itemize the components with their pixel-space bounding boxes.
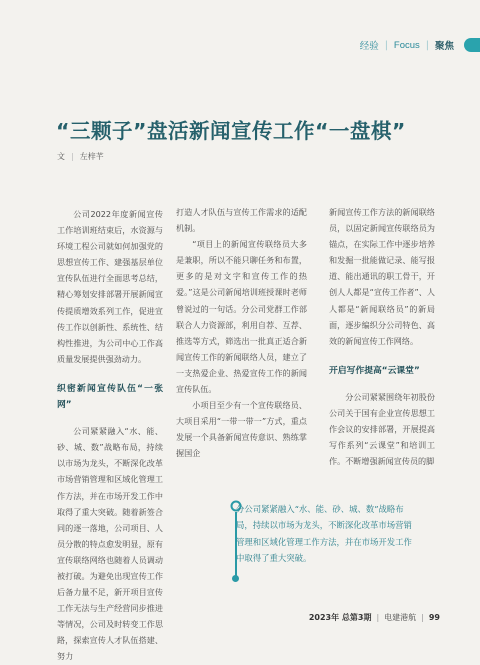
page-number: 99: [428, 613, 440, 622]
section-label: 经验: [359, 41, 379, 52]
divider: |: [376, 613, 380, 622]
divider: |: [384, 39, 388, 51]
section-subhead: 织密新闻宣传队伍“一张网”: [57, 383, 163, 411]
focus-label: Focus: [393, 39, 420, 51]
pull-quote: 分公司紧紧融入“水、能、砂、城、数”战略布局，持续以市场为龙头，不断深化改革市场营销管理和区域化管理工作方法，并在市场开发工作中取得了重大突破。: [236, 504, 412, 564]
column-2: [176, 204, 307, 462]
paragraph: 公司紧紧融入“水、能、砂、城、数”战略布局，持续以市场为龙头，不断深化改革市场营销管理和区域化管理工作方法，并在市场开发工作中取得了重大突破。随着新签合同的逐一落地，公司项目、人员分散的特点愈发明显，原有宣传联络网络也随着人员调动被打破。为避免出现宣传工作后备力量不足，新开项目宣传工作无法与生产经营同步推进等情况，公司及时转变工作思路，探索宣传人才队伍搭建、努力: [57, 426, 163, 662]
divider: |: [421, 613, 424, 622]
divider: |: [71, 152, 74, 161]
byline: [57, 151, 104, 162]
publication-name: 电建港航: [384, 613, 417, 622]
page-footer: [309, 612, 440, 623]
paragraph: 分公司紧紧围绕年初股份公司关于国有企业宣传思想工作会议的安排部署，开展提高写作系列“云课堂”和培训工作。不断增强新闻宣传员的脚: [329, 391, 435, 467]
pullquote-dot: [232, 575, 239, 582]
divider: |: [425, 39, 429, 51]
column-3: [329, 204, 435, 469]
author-name: 左梓芊: [79, 152, 104, 161]
section-subhead: 开启写作提高“云课堂”: [329, 365, 420, 376]
issue-label: 2023年 总第3期: [308, 613, 372, 622]
column-1: [57, 206, 163, 665]
paragraph: 新闻宣传工作方法的新闻联络员，以固定新闻宣传联络员为锚点，在实际工作中逐步培养和发掘一批能做记录、能写报道、能出通讯的职工骨干，开创人人都是“宣传工作者”、人人都是“新闻联络员”的新局面，逐步编织分公司特色、高效的新闻宣传工作网络。: [329, 207, 435, 346]
paragraph: 公司2022年度新闻宣传工作培训班结束后，水资源与环境工程公司就如何加强党的思想宣传工作、建强基层单位宣传队伍进行全面思考总结，精心筹划安排部署开展新闻宣传提质增效系列工作，促进宣传工作以创新性、系统性、结构性推进，为公司中心工作高质量发展提供强劲动力。: [57, 209, 163, 364]
focus-tab-label: 聚焦: [434, 41, 454, 52]
paragraph: 小项目至少有一个宣传联络员、大项目采用“一带一带一”方式，重点发展一个具备新闻宣传意识、熟练掌握国企: [176, 400, 307, 459]
article-title: “三颗子”盘活新闻宣传工作“一盘棋”: [56, 119, 406, 143]
paragraph: 打造人才队伍与宣传工作需求的适配机制。: [176, 207, 307, 234]
byline-label: 文: [57, 152, 65, 161]
paragraph: “项目上的新闻宣传联络员大多是兼职，所以不能只聊任务和布置，更多的是对文字和宣传工作的热爱。”这是公司新闻培训班授课时老师曾说过的一句话。分公司党群工作部联合人力资源部，利用自荐、互荐、推选等方式，筛选出一批真正适合新闻宣传工作的新闻联络人员，建立了一支热爱企业、热爱宣传工作的新闻宣传队伍。: [176, 239, 307, 395]
section-tab-marker: [464, 38, 480, 52]
header-bar: [360, 36, 480, 54]
